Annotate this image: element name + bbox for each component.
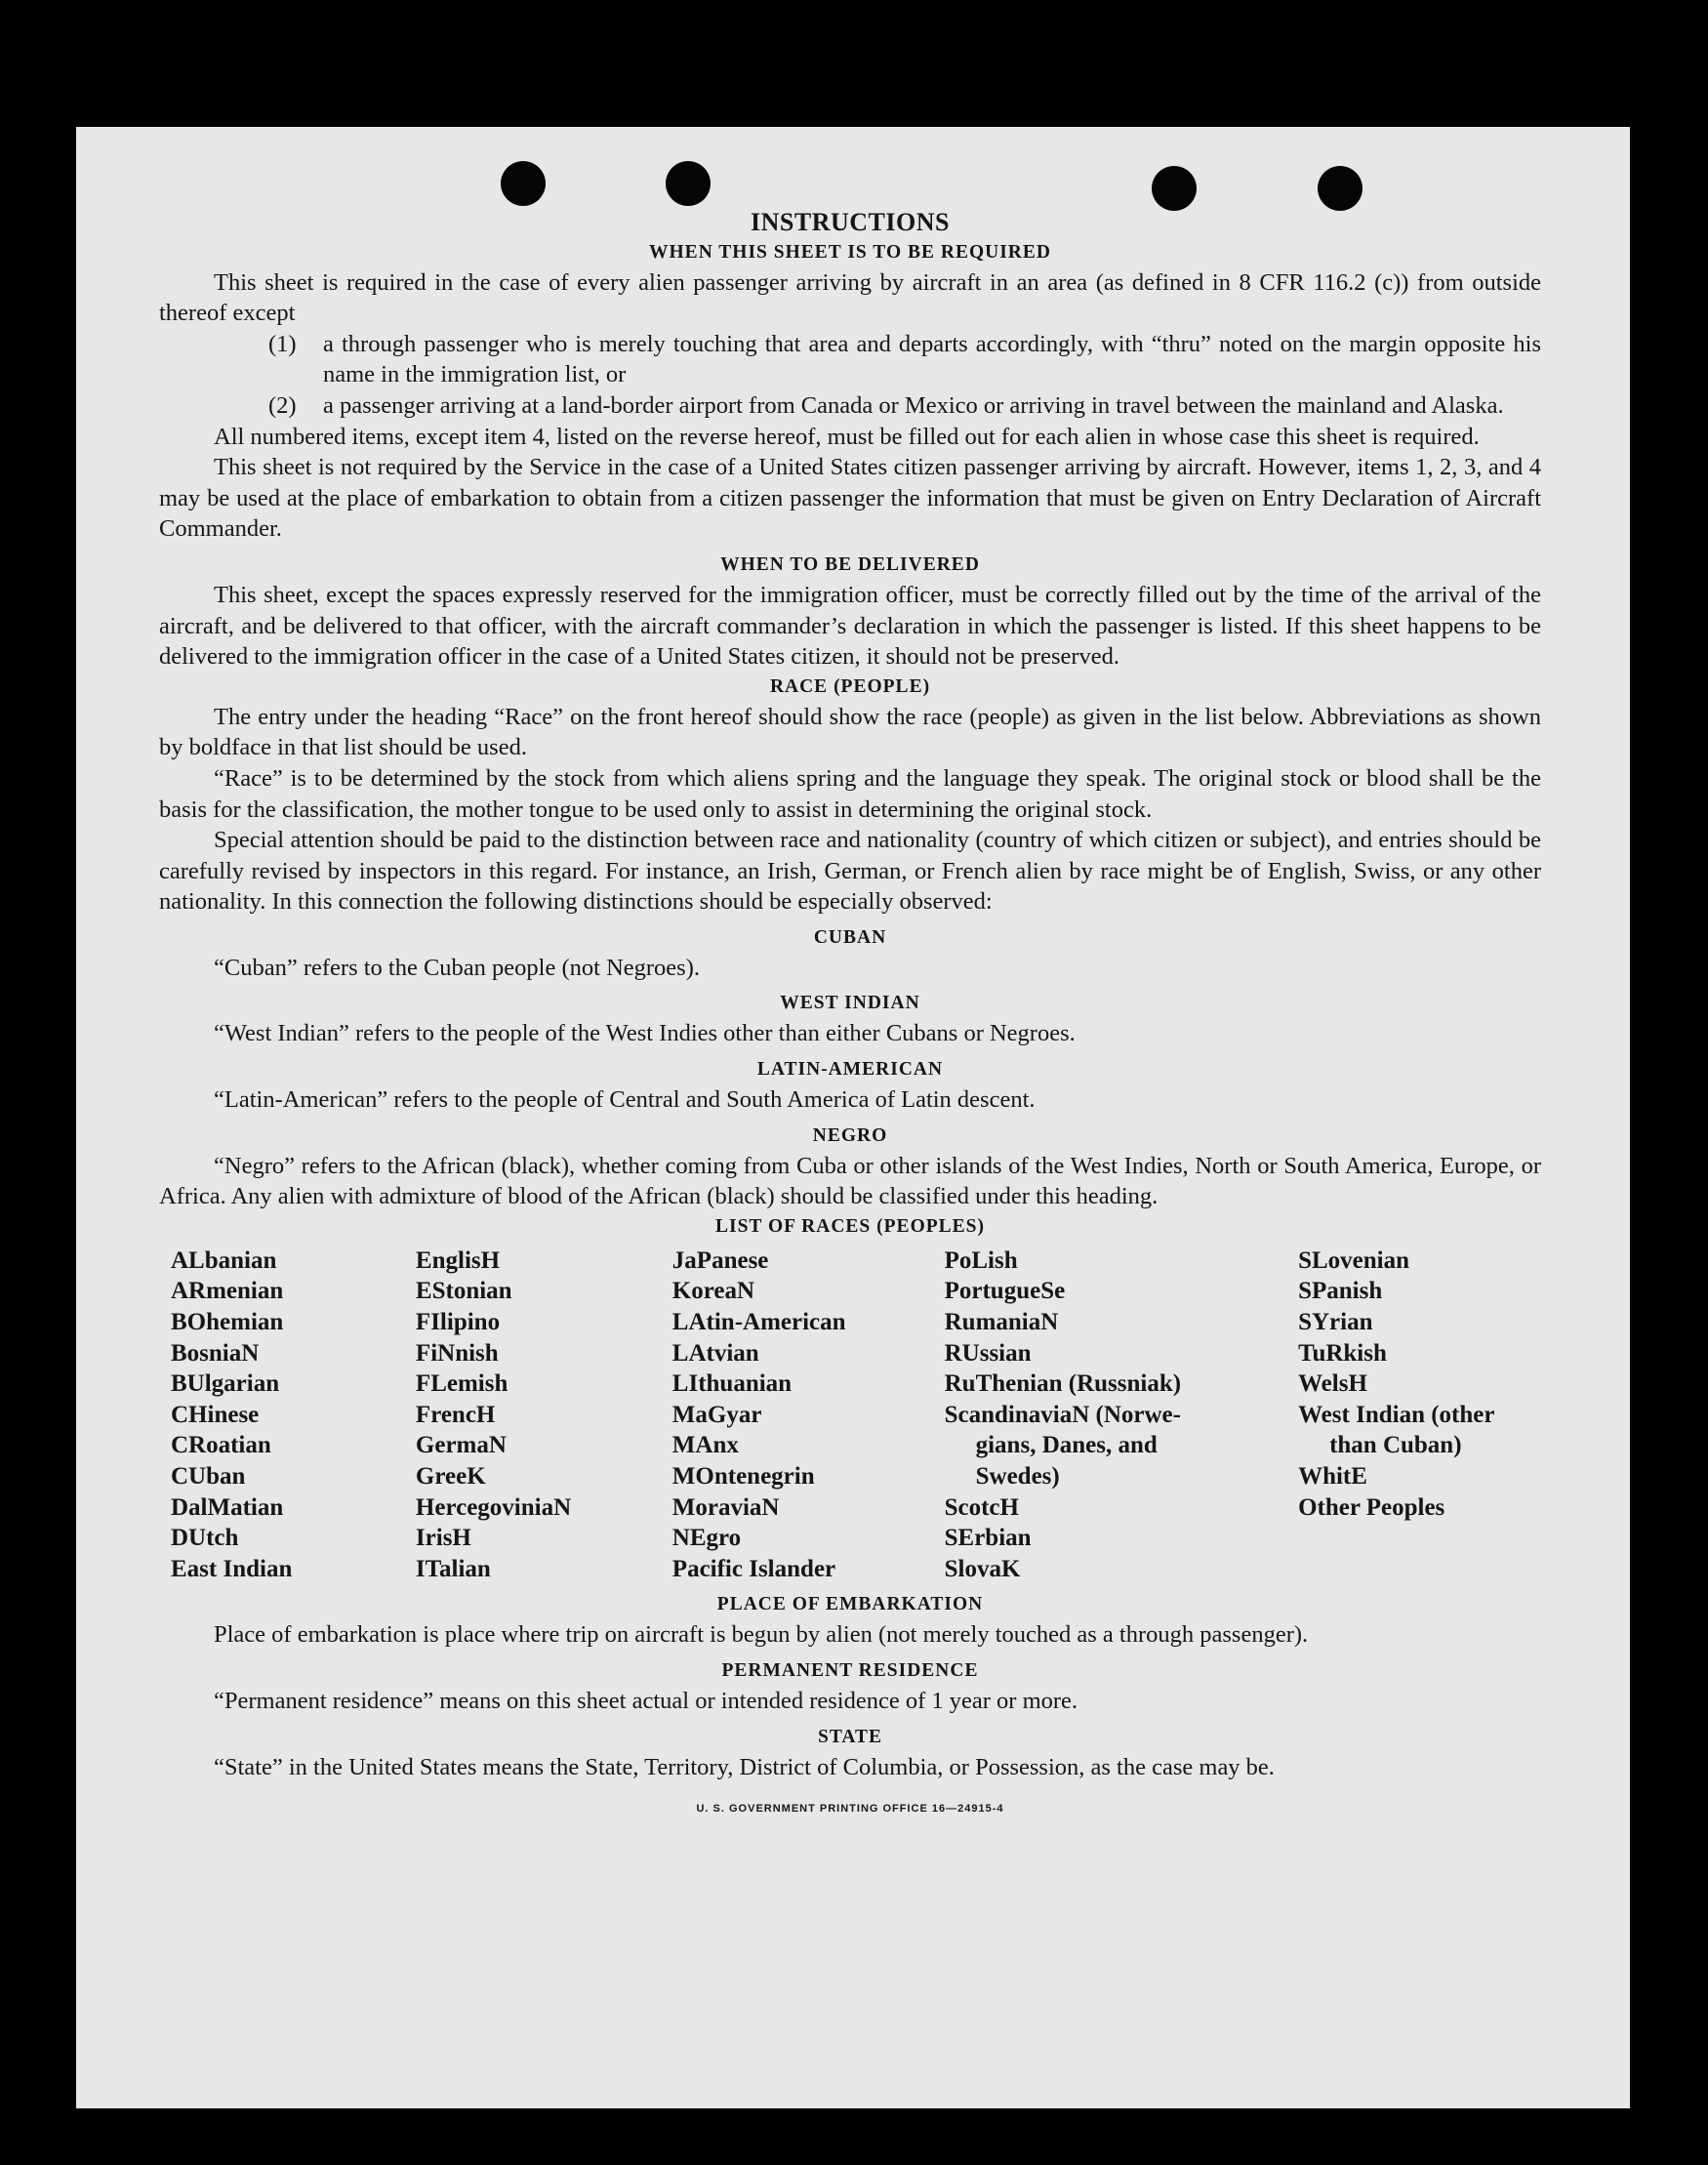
race-entry: EnglisH [415,1246,501,1274]
race-entry: MAnx [671,1432,739,1459]
section-heading-embarkation: PLACE OF EMBARKATION [716,1594,984,1615]
race-entry: MoraviaN [671,1493,780,1521]
required-para-2: All numbered items, except item 4, listed on the reverse hereof, must be filled out for each alien in whose case this sheet is required. [214,423,1480,450]
race-entry: East Indian [171,1555,293,1582]
required-para-3: This sheet is not required by the Service in the case of a United States citizen passenger arriving by aircraft. However, items 1, 2, 3, and 4 may be used at the place of embarkation to obtain from a citizen passenger the information that must be given on Entry Declaration of Aircraft Commander. [159,454,1541,543]
race-para-2: “Race” is to be determined by the stock from which aliens spring and the language they speak. The original stock or blood shall be the basis for the classification, the mother tongue to be used only to assist in determining the original stock. [159,764,1541,823]
race-entry: SLovenian [1298,1246,1409,1274]
races-column-5 [1298,1246,1541,1585]
race-entry: ALbanian [171,1246,277,1274]
item-text: a through passenger who is merely touching that area and departs accordingly, with “thru” noted on the margin opposite his name in the immigration list, or [323,330,1541,388]
section-heading-negro: NEGRO [812,1124,888,1146]
race-entry: SErbian [944,1525,1032,1552]
race-entry: FiNnish [415,1339,499,1367]
race-para-3: Special attention should be paid to the distinction between race and nationality (country of which citizen or subject), and entries should be carefully revised by inspectors in this regard. For instance, an Irish, German, or French alien by race might be of English, Swiss, or any other nationality. In this connection the following distinctions should be especially observed: [159,827,1541,916]
exception-item-2 [159,390,1541,422]
item-number: (1) [268,330,297,357]
race-entry: GreeK [415,1463,486,1490]
race-entry: WelsH [1298,1370,1367,1398]
section-heading-delivered: WHEN TO BE DELIVERED [720,553,980,575]
latin-american-text: “Latin-American” refers to the people of Central and South America of Latin descent. [214,1086,1036,1114]
race-entry: FLemish [415,1370,508,1398]
race-entry: ARmenian [171,1278,284,1305]
section-heading-cuban: CUBAN [813,926,887,948]
race-entry: DalMatian [171,1493,284,1521]
race-entry: West Indian (other [1298,1401,1495,1428]
punch-hole [1318,166,1362,211]
race-entry: LAtvian [671,1339,759,1367]
race-entry: BOhemian [171,1309,284,1336]
race-entry: CUban [171,1463,246,1490]
race-entry: WhitE [1298,1463,1367,1490]
race-entry: PoLish [944,1246,1018,1274]
race-entry: JaPanese [671,1246,769,1274]
race-entry: TuRkish [1298,1339,1387,1367]
race-entry: LAtin-American [671,1309,846,1336]
item-number: (2) [268,391,297,419]
race-entry: IrisH [415,1525,471,1552]
section-heading-required: WHEN THIS SHEET IS TO BE REQUIRED [649,241,1051,263]
punch-hole [666,161,711,206]
race-entry: RUssian [944,1339,1032,1367]
race-entry: FIlipino [415,1309,501,1336]
races-column-2 [416,1246,672,1585]
cuban-text: “Cuban” refers to the Cuban people (not Negroes). [214,954,700,981]
instructions-body [159,207,1541,1825]
item-text: a passenger arriving at a land-border airport from Canada or Mexico or arriving in travel between the mainland and Alaska. [323,391,1504,419]
delivered-text: This sheet, except the spaces expressly reserved for the immigration officer, must be correctly filled out by the time of the arrival of the aircraft, and be delivered to that officer, with the aircraft commander’s declaration in which the passenger is listed. If this sheet happens to be delivered to the immigration officer in the case of a United States citizen, it should not be preserved. [159,581,1541,671]
section-heading-race: RACE (PEOPLE) [769,675,931,697]
punch-hole [501,161,546,206]
west-indian-text: “West Indian” refers to the people of the West Indies other than either Cubans or Negroes. [214,1020,1076,1047]
race-entry: DUtch [171,1525,239,1552]
required-intro: This sheet is required in the case of every alien passenger arriving by aircraft in an area (as defined in 8 CFR 116.2 (c)) from outside thereof except [159,268,1541,327]
race-entry: Pacific Islander [671,1555,836,1582]
page-title: INSTRUCTIONS [751,208,950,236]
state-text: “State” in the United States means the State, Territory, District of Columbia, or Possession, as the case may be. [214,1753,1275,1780]
race-entry: gians, Danes, and [975,1432,1158,1459]
race-entry: SlovaK [944,1555,1021,1582]
races-column-3 [672,1246,945,1585]
race-entry: than Cuban) [1329,1432,1462,1459]
negro-text: “Negro” refers to the African (black), whether coming from Cuba or other islands of the West Indies, North or South America, Europe, or Africa. Any alien with admixture of blood of the African (black) should be classified under this heading. [159,1152,1541,1210]
race-entry: EStonian [415,1278,512,1305]
race-entry: CRoatian [171,1432,271,1459]
race-entry: RumaniaN [944,1309,1059,1336]
punch-hole [1152,166,1197,211]
race-entry: BosniaN [171,1339,260,1367]
document-page [76,127,1630,2108]
section-heading-west-indian: WEST INDIAN [780,993,920,1014]
section-heading-latin-american: LATIN-AMERICAN [756,1059,944,1081]
race-entry: SYrian [1298,1309,1373,1336]
race-entry: GermaN [415,1432,507,1459]
residence-text: “Permanent residence” means on this sheet actual or intended residence of 1 year or more. [214,1687,1078,1714]
race-entry: MOntenegrin [671,1463,815,1490]
races-list [171,1246,1541,1585]
race-entry: BUlgarian [171,1370,280,1398]
printer-imprint: U. S. GOVERNMENT PRINTING OFFICE 16—24915-4 [696,1803,1004,1816]
race-entry: CHinese [171,1401,260,1428]
section-heading-state: STATE [817,1726,883,1747]
race-para-1: The entry under the heading “Race” on the front hereof should show the race (people) as given in the list below. Abbreviations as shown by boldface in that list should be used. [159,703,1541,761]
race-entry: ScotcH [944,1493,1019,1521]
race-entry: LIthuanian [671,1370,793,1398]
race-entry: FrencH [415,1401,496,1428]
races-column-1 [171,1246,416,1585]
race-entry: MaGyar [671,1401,762,1428]
exception-item-1 [159,329,1541,390]
race-entry: RuThenian (Russniak) [944,1370,1182,1398]
race-entry: HercegoviniaN [415,1493,572,1521]
races-column-4 [945,1246,1298,1585]
race-entry: KoreaN [671,1278,755,1305]
race-entry: Other Peoples [1298,1493,1445,1521]
race-entry: SPanish [1298,1278,1383,1305]
section-heading-residence: PERMANENT RESIDENCE [721,1659,979,1681]
race-entry: ScandinaviaN (Norwe- [944,1401,1181,1428]
section-heading-races-list: LIST OF RACES (PEOPLES) [714,1215,985,1237]
race-entry: Swedes) [975,1463,1060,1490]
race-entry: ITalian [415,1555,491,1582]
race-entry: NEgro [671,1525,742,1552]
race-entry: PortugueSe [944,1278,1066,1305]
embarkation-text: Place of embarkation is place where trip on aircraft is begun by alien (not merely touched as a through passenger). [214,1621,1309,1649]
